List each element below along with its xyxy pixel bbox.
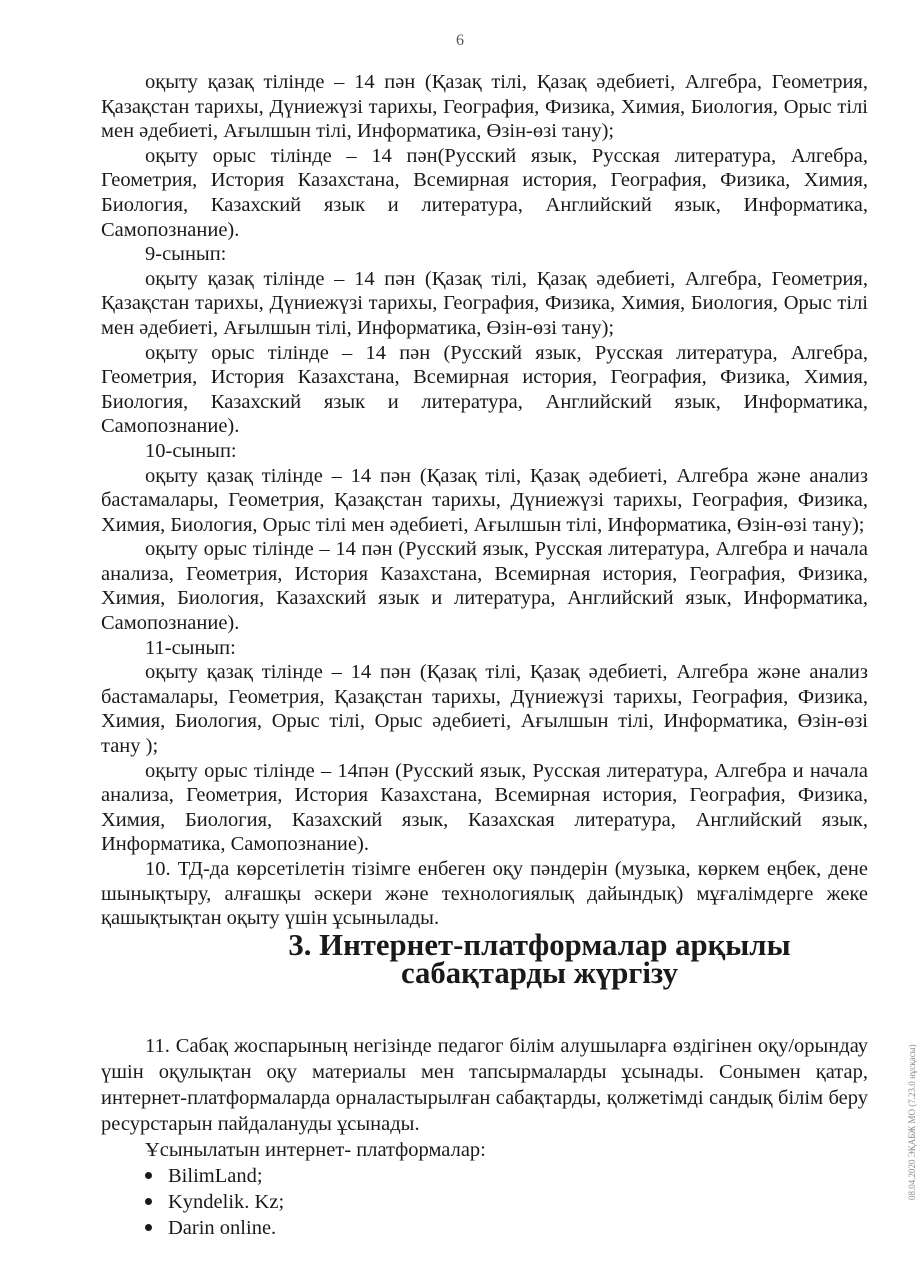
grade-10-russian-subjects: оқыту орыс тілінде – 14 пән (Русский язык, Русская литература, Алгебра и начала анализа, Геометрия, История Казахстана, Всемирная история, География, Физика, Химия, Биология, Казахский язык и литература, Английский язык, Информатика, Самопознание). bbox=[101, 538, 868, 635]
platform-name: Darin online. bbox=[168, 1216, 277, 1239]
grade-9-kazakh-subjects: оқыту қазақ тілінде – 14 пән (Қазақ тілі, Қазақ әдебиеті, Алгебра, Геометрия, Қазақстан тарихы, Дүниежүзі тарихы, География, Физика, Химия, Биология, Орыс тілі мен әдебиеті, Ағылшын тілі, Информатика, Өзін-өзі тану); bbox=[101, 267, 868, 339]
grade-10-kazakh-subjects: оқыту қазақ тілінде – 14 пән (Қазақ тілі, Қазақ әдебиеті, Алгебра және анализ бастамалары, Геометрия, Қазақстан тарихы, Дүниежүзі тарихы, География, Физика, Химия, Биология, Орыс тілі мен әдебиеті, Ағылшын тілі, Информатика, Өзін-өзі тану); bbox=[101, 464, 868, 536]
list-item bbox=[145, 1189, 868, 1215]
grade-9-russian-subjects: оқыту орыс тілінде – 14 пән (Русский язык, Русская литература, Алгебра, Геометрия, История Казахстана, Всемирная история, География, Физика, Химия, Биология, Казахский язык и литература, Английский язык, Информатика, Самопознание). bbox=[101, 341, 868, 438]
platform-list bbox=[101, 1163, 868, 1241]
bullet-icon bbox=[145, 1172, 152, 1179]
document-body bbox=[101, 70, 868, 1241]
list-item bbox=[145, 1215, 868, 1241]
list-item bbox=[145, 1163, 868, 1189]
grade-8-kazakh-subjects: оқыту қазақ тілінде – 14 пән (Қазақ тілі, Қазақ әдебиеті, Алгебра, Геометрия, Қазақстан тарихы, Дүниежүзі тарихы, География, Физика, Химия, Биология, Орыс тілі мен әдебиеті, Ағылшын тілі, Информатика, Өзін-өзі тану); bbox=[101, 71, 868, 143]
grade-9-label: 9-сынып: bbox=[145, 243, 227, 266]
grade-11-label: 11-сынып: bbox=[145, 636, 236, 659]
bullet-icon bbox=[145, 1224, 152, 1231]
grade-11-kazakh-subjects: оқыту қазақ тілінде – 14 пән (Қазақ тілі, Қазақ әдебиеті, Алгебра және анализ бастамалары, Геометрия, Қазақстан тарихы, Дүниежүзі тарихы, География, Физика, Химия, Биология, Орыс тілі, Орыс әдебиеті, Ағылшын тілі, Информатика, Өзін-өзі тану ); bbox=[101, 661, 868, 758]
platform-name: Kyndelik. Kz; bbox=[168, 1190, 285, 1213]
grade-10-label: 10-сынып: bbox=[145, 439, 237, 462]
bullet-icon bbox=[145, 1198, 152, 1205]
page-number: 6 bbox=[456, 32, 464, 49]
item-11-paragraph: 11. Сабақ жоспарының негізінде педагог білім алушыларға өздігінен оқу/орындау үшін оқулықтан оқу материалы мен тапсырмаларды ұсынады. Сонымен қатар, интернет-платформаларда орналастырылған сабақтарды, қолжетімді сандық білім беру ресурстарын пайдалануды ұсынады. bbox=[101, 1034, 868, 1135]
item-10-paragraph: 10. ТД-да көрсетілетін тізімге енбеген оқу пәндерін (музыка, көркем еңбек, дене шынықтыру, алғашқы әскери және технологиялық дайындық) мұғалімдерге жеке қашықтықтан оқыту үшін ұсынылады. bbox=[101, 858, 868, 930]
grade-8-russian-subjects: оқыту орыс тілінде – 14 пән(Русский язык, Русская литература, Алгебра, Геометрия, История Казахстана, Всемирная история, География, Физика, Химия, Биология, Казахский язык и литература, Английский язык, Информатика, Самопознание). bbox=[101, 144, 868, 241]
side-stamp bbox=[895, 910, 917, 1200]
platform-name: BilimLand; bbox=[168, 1164, 263, 1187]
section-3-heading: 3. Интернет-платформалар арқылы сабақтарды жүргізу bbox=[288, 927, 791, 990]
platforms-label: Ұсынылатын интернет- платформалар: bbox=[145, 1138, 486, 1161]
grade-11-russian-subjects: оқыту орыс тілінде – 14пән (Русский язык, Русская литература, Алгебра и начала анализа, Геометрия, История Казахстана, Всемирная история, География, Физика, Химия, Биология, Казахский язык, Казахская литература, Английский язык, Информатика, Самопознание). bbox=[101, 759, 868, 856]
side-stamp-text: 08.04.2020 ЭҚАБЖ МО (7.23.0 нұсқасы) bbox=[907, 1044, 917, 1200]
